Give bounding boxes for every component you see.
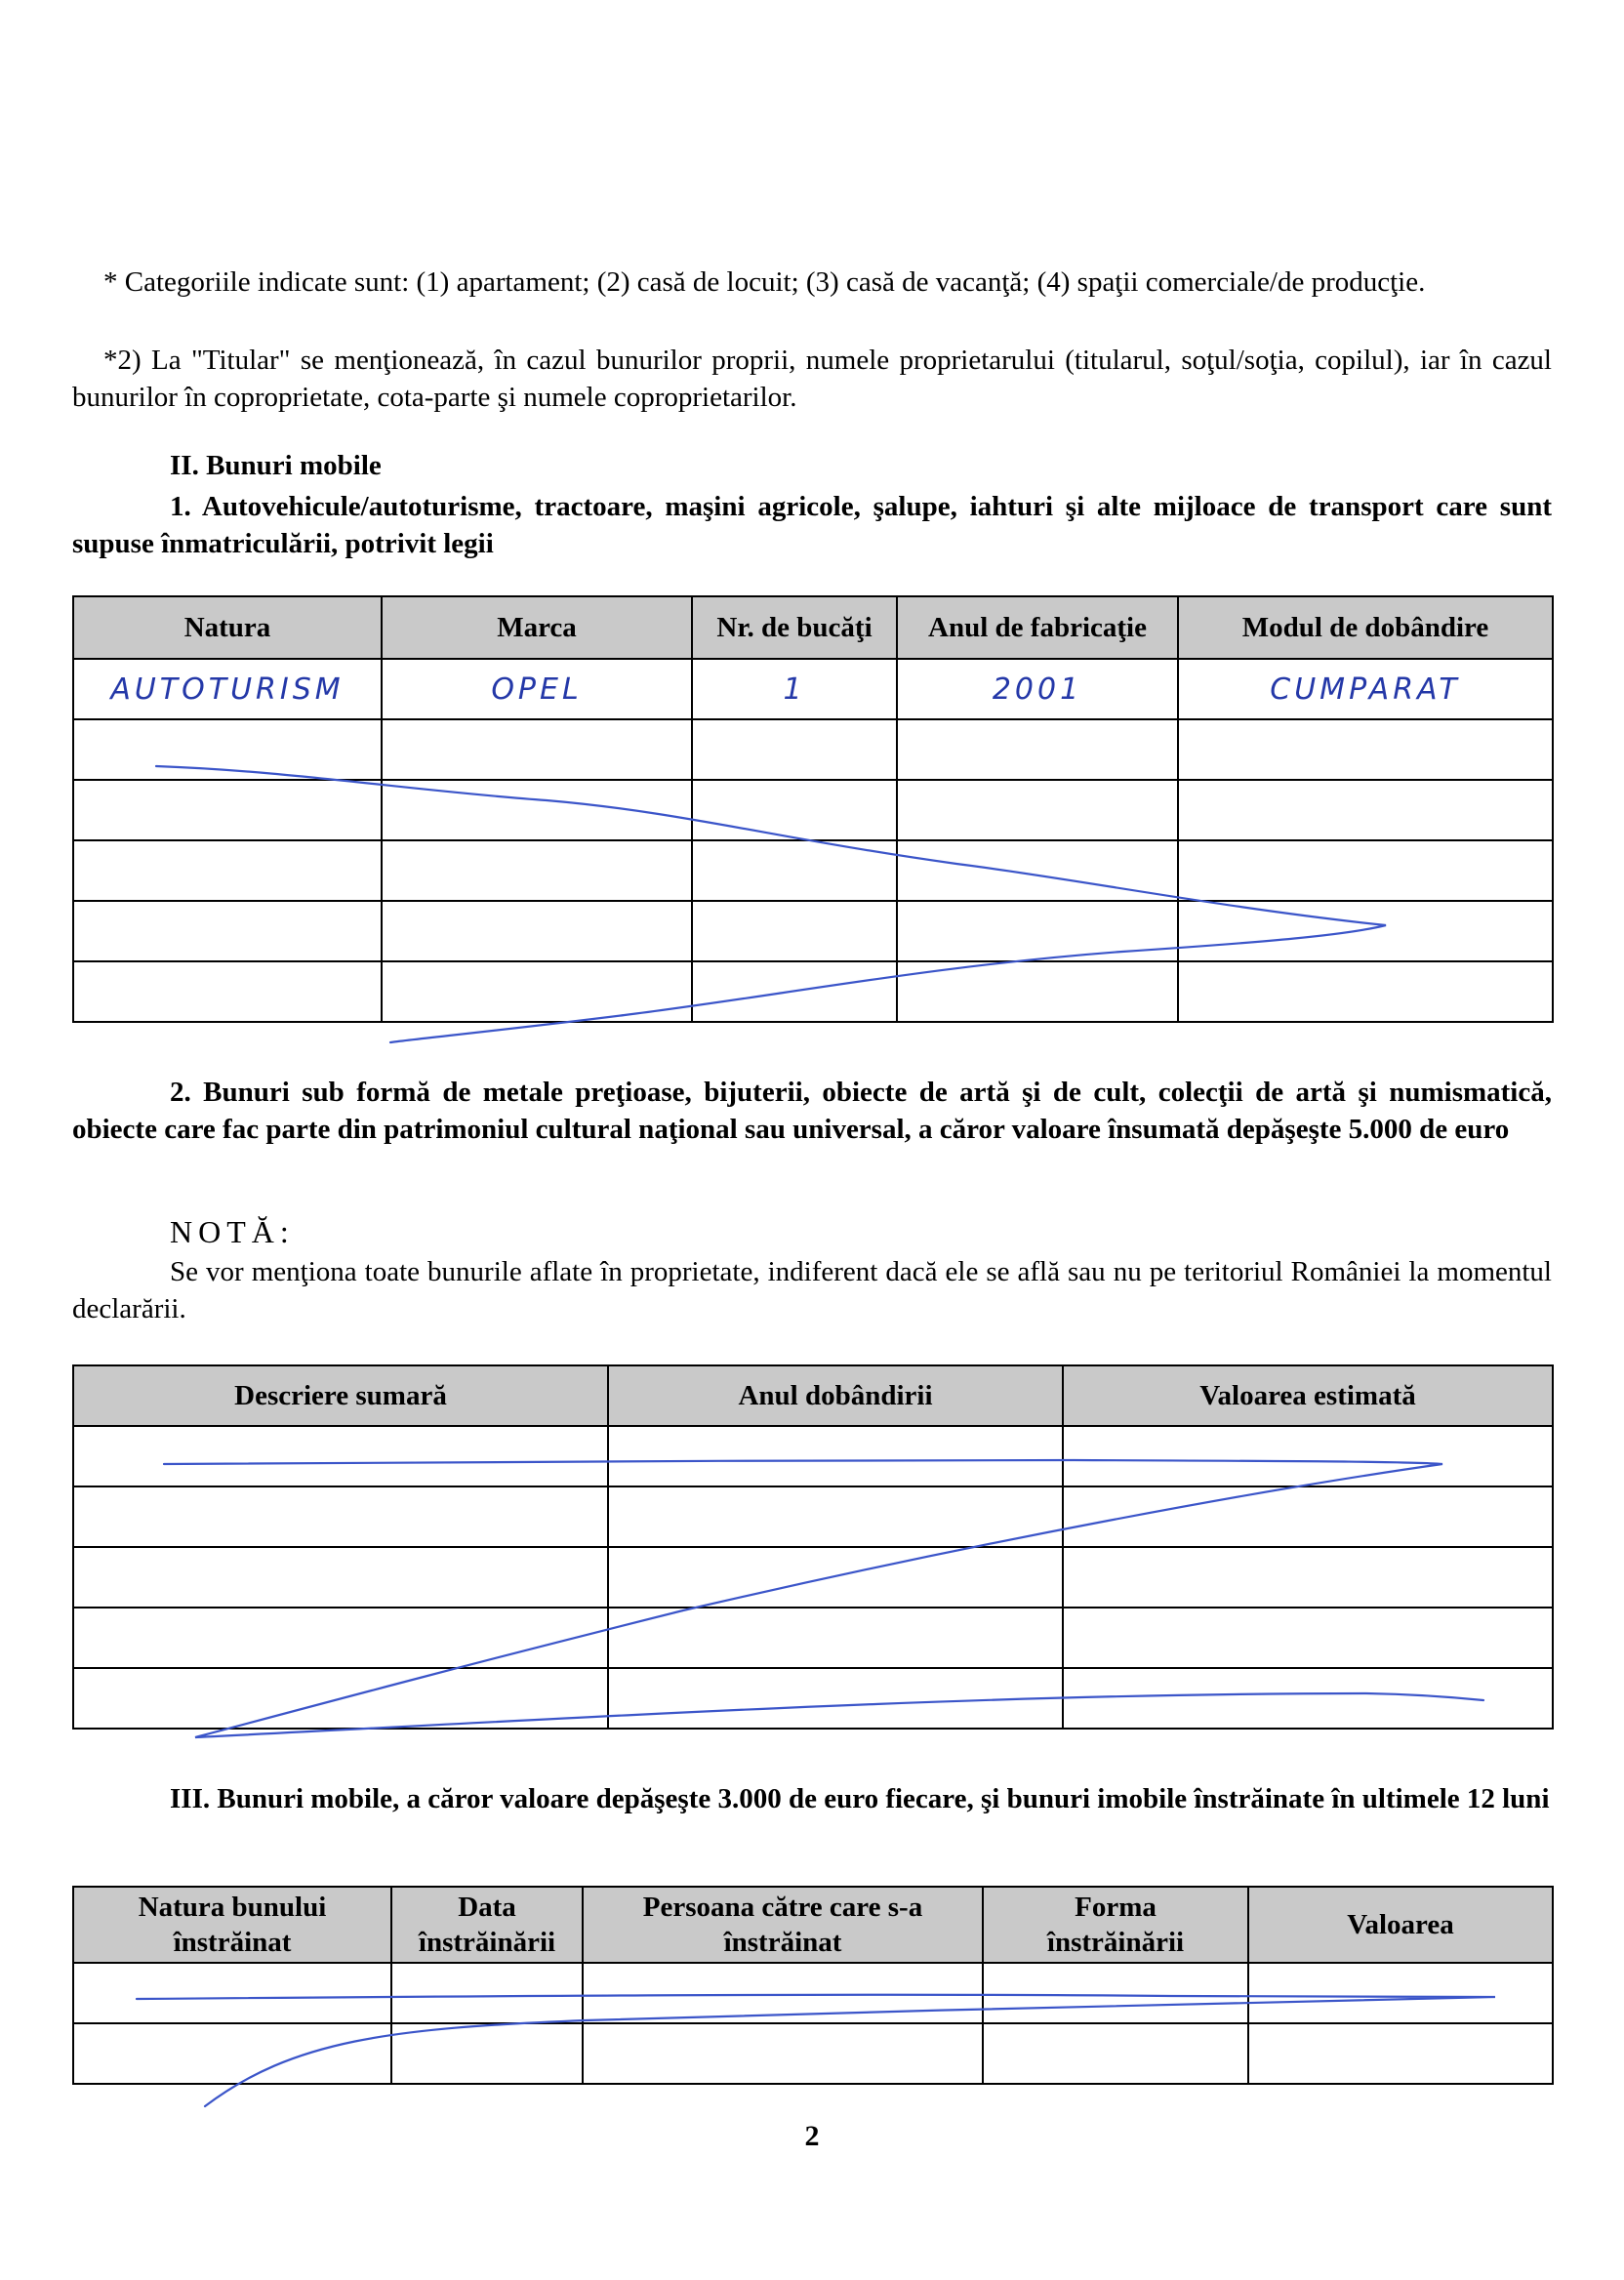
table-row [73, 840, 1553, 901]
section-2-subtitle-1: 1. Autovehicule/autoturisme, tractoare, maşini agricole, şalupe, iahturi şi alte mijloace de transport care sunt supuse înmatriculării, potrivit legii [72, 491, 1552, 559]
header-anul-dobandirii: Anul dobândirii [608, 1365, 1063, 1426]
table-row [73, 1668, 1553, 1729]
note-titular: *2) La "Titular" se menţionează, în cazul bunurilor proprii, numele proprietarului (titularul, soţul/soţia, copilul), iar în cazul bunurilor în coproprietate, cota-parte şi numele coproprietarilor. [72, 345, 1552, 413]
handwritten-modul-dobandire: CUMPARAT [1178, 659, 1553, 719]
handwritten-nr-bucati: 1 [692, 659, 897, 719]
table-row [73, 1963, 1553, 2023]
section-3-title: III. Bunuri mobile, a căror valoare depăşeşte 3.000 de euro fiecare, şi bunuri imobile înstrăinate în ultimele 12 luni [170, 1783, 1550, 1814]
handwritten-natura: AUTOTURISM [73, 659, 382, 719]
section-2-subtitle-2: 2. Bunuri sub formă de metale preţioase, bijuterii, obiecte de artă şi de cult, colecţii de artă şi numismatică, obiecte care fac parte din patrimoniul cultural naţional sau universal, a căror valoare însumată depăşeşte 5.000 de euro [72, 1077, 1552, 1145]
header-data-instrainarii: Data înstrăinării [391, 1887, 583, 1963]
header-anul-fabricatie: Anul de fabricaţie [897, 596, 1178, 659]
alienated-assets-table [72, 1886, 1554, 2085]
handwritten-marca: OPEL [382, 659, 692, 719]
page-number: 2 [804, 2120, 820, 2152]
table-row [73, 780, 1553, 840]
table-row [73, 901, 1553, 961]
table-row [73, 1486, 1553, 1547]
vehicles-table [72, 595, 1554, 1023]
header-valoarea: Valoarea [1248, 1887, 1553, 1963]
nota-text: Se vor menţiona toate bunurile aflate în proprietate, indiferent dacă ele se află sau nu pe teritoriul României la momentul declarării. [72, 1256, 1552, 1324]
table-row [73, 2023, 1553, 2084]
header-nr-bucati: Nr. de bucăţi [692, 596, 897, 659]
table-row [73, 1426, 1553, 1486]
note-categories: * Categoriile indicate sunt: (1) apartament; (2) casă de locuit; (3) casă de vacanţă; (4) spaţii comerciale/de producţie. [103, 266, 1426, 298]
nota-label: NOTĂ: [170, 1214, 295, 1249]
header-forma-instrainarii: Forma înstrăinării [983, 1887, 1248, 1963]
table-row [73, 719, 1553, 780]
header-natura: Natura [73, 596, 382, 659]
table-row [73, 659, 1553, 719]
header-natura-bunului: Natura bunului înstrăinat [73, 1887, 391, 1963]
header-modul-dobandire: Modul de dobândire [1178, 596, 1553, 659]
table-row [73, 1547, 1553, 1608]
header-persoana: Persoana către care s-a înstrăinat [583, 1887, 983, 1963]
table-row [73, 961, 1553, 1022]
handwritten-anul-fabricatie: 2001 [897, 659, 1178, 719]
header-valoarea-estimata: Valoarea estimată [1063, 1365, 1553, 1426]
valuables-table [72, 1364, 1554, 1730]
header-descriere: Descriere sumară [73, 1365, 608, 1426]
table-row [73, 1608, 1553, 1668]
section-2-title: II. Bunuri mobile [170, 450, 382, 481]
header-marca: Marca [382, 596, 692, 659]
